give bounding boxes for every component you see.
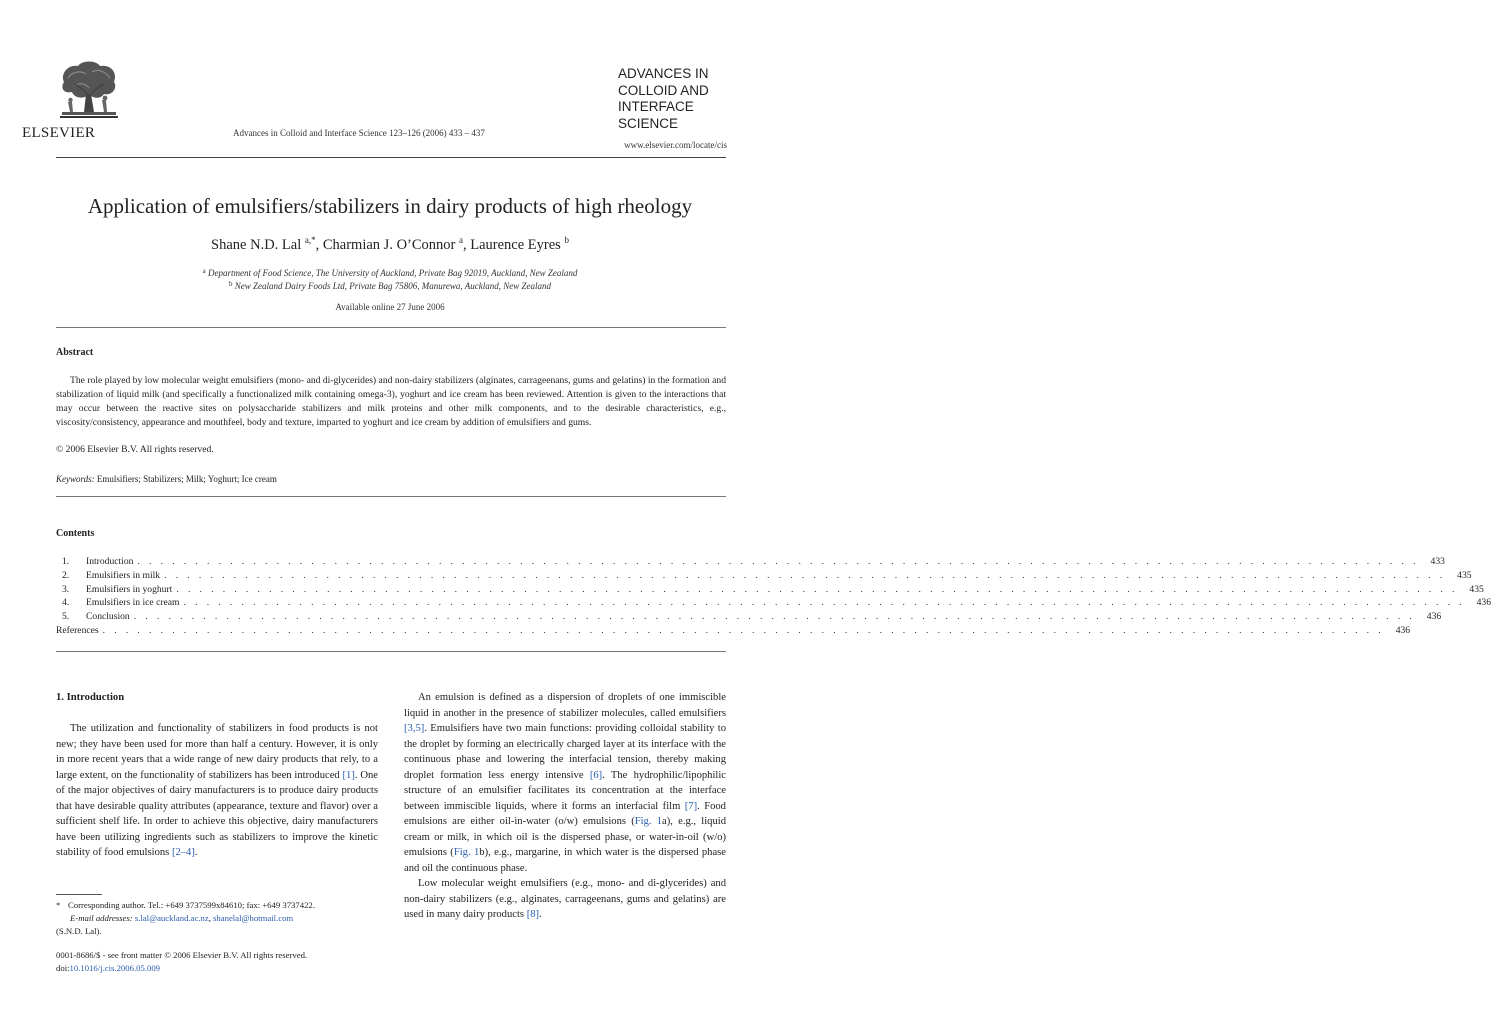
citation-link[interactable]: [2–4] bbox=[171, 847, 195, 858]
publisher-name: ELSEVIER bbox=[22, 125, 96, 141]
body-text: . Emulsifiers have two main functions: providing colloidal stability to the droplet by forming an electrically charged layer at its interface with the continuous phase and lowering the interfacial tension, thereby making droplet formation less energy intensive bbox=[404, 723, 726, 781]
corresponding-author-note bbox=[56, 899, 386, 912]
toc-leader: . . . . . . . . . . . . . . . . . . . . . . . . . . . . . . . . . . . . . . . . . . . . . . . . . . . . . . . . . . . . . . . . . . . . . . . . . . . . . . . . . . . . . . . . . . . . . . . . . . . . . . . . . . . . . . . bbox=[164, 569, 1446, 581]
footnote-text: Corresponding author. Tel.: +649 3737599x84610; fax: +649 3737422. bbox=[68, 900, 315, 910]
toc-title[interactable]: Introduction bbox=[86, 556, 134, 567]
elsevier-tree-icon bbox=[58, 60, 120, 120]
toc-number: 1. bbox=[62, 556, 70, 567]
body-text: a), e.g., liquid cream or milk, in which oil is the dispersed phase, or water-in-oil (w/o) emulsions ( bbox=[404, 816, 726, 858]
section-heading: 1. Introduction bbox=[56, 692, 125, 703]
toc-title[interactable]: References bbox=[56, 624, 99, 636]
body-column-right bbox=[404, 690, 726, 923]
body-paragraph bbox=[56, 721, 378, 861]
body-text: b), e.g., margarine, in which water is the dispersed phase and oil the continuous phase. bbox=[404, 847, 726, 874]
toc-entry[interactable] bbox=[62, 610, 1442, 624]
journal-citation: Advances in Colloid and Interface Science 123–126 (2006) 433 – 437 bbox=[233, 128, 485, 138]
toc-leader: . . . . . . . . . . . . . . . . . . . . . . . . . . . . . . . . . . . . . . . . . . . . . . . . . . . . . . . . . . . . . . . . . . . . . . . . . . . . . . . . . . . . . . . . . . . . . . . . . . . . . . . . . . . . . . . bbox=[102, 624, 1385, 636]
body-paragraph bbox=[404, 690, 726, 876]
journal-url[interactable]: www.elsevier.com/locate/cis bbox=[624, 140, 727, 150]
doi-link[interactable]: 10.1016/j.cis.2006.05.009 bbox=[69, 963, 161, 973]
copyright-line: © 2006 Elsevier B.V. All rights reserved. bbox=[56, 444, 214, 455]
body-text: . One of the major objectives of dairy manufacturers is to produce dairy products that have desirable quality attributes (appearance, texture and flavor) over a sufficient shelf life. In order to achieve this objective, dairy manufacturers have been utilizing ingredients such as stabilizers to improve the kinetic stability of food emulsions bbox=[56, 769, 378, 858]
abstract-heading: Abstract bbox=[56, 347, 94, 358]
body-text: Low molecular weight emulsifiers (e.g., mono- and di-glycerides) and non-dairy stabilizers (e.g., alginates, carrageenans, gums and gelatins) are used in many dairy products bbox=[404, 878, 726, 920]
toc-entry[interactable] bbox=[56, 624, 1411, 638]
email-note bbox=[70, 912, 390, 925]
body-text: An emulsion is defined as a dispersion of droplets of one immiscible liquid in another in the presence of stabilizer molecules, called emulsifiers bbox=[404, 692, 726, 719]
toc-title[interactable]: Emulsifiers in ice cream bbox=[86, 597, 180, 609]
keywords bbox=[56, 474, 277, 484]
toc-entry[interactable] bbox=[62, 569, 1472, 583]
journal-brand-line: ADVANCES IN bbox=[618, 66, 709, 81]
paper-title: Application of emulsifiers/stabilizers in dairy products of high rheology bbox=[87, 194, 693, 218]
author-name: Shane N.D. Lal bbox=[211, 237, 302, 253]
keywords-label: Keywords: bbox=[56, 474, 95, 484]
body-paragraph bbox=[404, 876, 726, 923]
toc-number: 3. bbox=[62, 583, 70, 595]
toc-entry[interactable] bbox=[62, 583, 1484, 597]
toc-leader: . . . . . . . . . . . . . . . . . . . . . . . . . . . . . . . . . . . . . . . . . . . . . . . . . . . . . . . . . . . . . . . . . . . . . . . . . . . . . . . . . . . . . . . . . . . . . . . . . . . . . . . . . . . . . . . bbox=[137, 556, 1419, 567]
issn-line: 0001-8686/$ - see front matter © 2006 Elsevier B.V. All rights reserved. bbox=[56, 950, 308, 960]
citation-link[interactable]: [7] bbox=[684, 800, 698, 812]
email-link[interactable]: shanelal@hotmail.com bbox=[213, 913, 294, 923]
body-text: . Food emulsions are either oil-in-water (o/w) emulsions ( bbox=[404, 800, 726, 827]
toc-number: 2. bbox=[62, 569, 70, 581]
affiliation-mark: b bbox=[229, 280, 233, 288]
body-text: The utilization and functionality of stabilizers in food products is not new; they have been used for more than half a century. However, it is only in more recent years that a wide range of new dairy products that rely, to a large extent, on the functionality of stabilizers has been introduced bbox=[56, 723, 378, 781]
toc-page: 436 bbox=[1395, 624, 1411, 636]
author-affiliation-mark[interactable]: b bbox=[564, 235, 569, 245]
email-link[interactable]: s.lal@auckland.ac.nz bbox=[134, 913, 209, 923]
affiliation bbox=[40, 280, 740, 291]
body-text: . The hydrophilic/lipophilic structure of an emulsifier facilitates its concentration at the interface between immiscible liquids, where it forms an interfacial film bbox=[404, 769, 726, 812]
email-separator: , bbox=[208, 913, 211, 923]
email-label: E-mail addresses: bbox=[70, 913, 133, 923]
toc-page: 436 bbox=[1426, 611, 1442, 623]
affiliation-mark: a bbox=[202, 267, 206, 275]
author-name: Charmian J. O’Connor bbox=[322, 237, 456, 253]
author-affiliation-mark[interactable]: a bbox=[459, 235, 463, 245]
journal-brand-line: SCIENCE bbox=[618, 115, 679, 131]
body-text: . bbox=[194, 847, 198, 858]
affiliation-text: New Zealand Dairy Foods Ltd, Private Bag 75806, Manurewa, Auckland, New Zealand bbox=[234, 281, 551, 291]
divider bbox=[56, 327, 726, 328]
toc-page: 435 bbox=[1457, 569, 1472, 581]
toc-leader: . . . . . . . . . . . . . . . . . . . . . . . . . . . . . . . . . . . . . . . . . . . . . . . . . . . . . . . . . . . . . . . . . . . . . . . . . . . . . . . . . . . . . . . . . . . . . . . . . . . . . . . . . . . . . . . bbox=[183, 597, 1465, 609]
toc-number: 4. bbox=[62, 597, 70, 609]
author-tag: (S.N.D. Lal). bbox=[56, 926, 102, 936]
affiliation-text: Department of Food Science, The University of Auckland, Private Bag 92019, Auckland, New Zealand bbox=[208, 268, 578, 278]
toc-page: 436 bbox=[1476, 597, 1491, 609]
toc-title[interactable]: Conclusion bbox=[86, 611, 130, 623]
toc-page: 433 bbox=[1430, 556, 1445, 567]
journal-brand-line: INTERFACE bbox=[618, 99, 694, 114]
citation-link[interactable]: [8] bbox=[526, 909, 540, 920]
divider bbox=[56, 157, 726, 158]
toc-title[interactable]: Emulsifiers in yoghurt bbox=[86, 583, 173, 595]
divider bbox=[56, 651, 726, 652]
author-list: Shane N.D. Lal $^{a,*}$, Charmian J. O’Connor $^a$, Laurence Eyres $^b$ bbox=[211, 235, 569, 253]
body-text: . bbox=[539, 909, 542, 920]
toc-title[interactable]: Emulsifiers in milk bbox=[86, 569, 161, 581]
citation-link[interactable]: [1] bbox=[342, 769, 355, 781]
toc-page: 435 bbox=[1469, 583, 1484, 595]
contents-heading: Contents bbox=[56, 528, 95, 539]
figure-link[interactable]: Fig. 1 bbox=[453, 847, 480, 858]
keywords-list: Emulsifiers; Stabilizers; Milk; Yoghurt; Ice cream bbox=[96, 474, 277, 484]
journal-brand-line: COLLOID AND bbox=[618, 82, 709, 98]
toc-leader: . . . . . . . . . . . . . . . . . . . . . . . . . . . . . . . . . . . . . . . . . . . . . . . . . . . . . . . . . . . . . . . . . . . . . . . . . . . . . . . . . . . . . . . . . . . . . . . . . . . . . . . . . . . . . . . bbox=[133, 611, 1416, 623]
citation-link[interactable]: [6] bbox=[589, 769, 603, 781]
toc-entry[interactable] bbox=[62, 596, 1491, 610]
journal-brand bbox=[618, 66, 758, 132]
footnote-marker: * bbox=[56, 900, 61, 910]
available-online-date: Available online 27 June 2006 bbox=[335, 302, 445, 312]
doi-label: doi: bbox=[56, 963, 70, 973]
citation-link[interactable]: [3,5] bbox=[404, 723, 425, 734]
table-of-contents bbox=[56, 555, 1491, 638]
doi-line bbox=[56, 962, 160, 975]
toc-leader: . . . . . . . . . . . . . . . . . . . . . . . . . . . . . . . . . . . . . . . . . . . . . . . . . . . . . . . . . . . . . . . . . . . . . . . . . . . . . . . . . . . . . . . . . . . . . . . . . . . . . . . . . . . . . . . bbox=[176, 583, 1458, 595]
toc-entry[interactable] bbox=[62, 555, 1445, 569]
figure-link[interactable]: Fig. 1 bbox=[634, 816, 663, 827]
abstract-text: The role played by low molecular weight emulsifiers (mono- and di-glycerides) and non-dairy stabilizers (alginates, carrageenans, gums and gelatins) in the formation and stabilization of liquid milk (and specifically a functionalized milk containing omega-3), yoghurt and ice cream has been reviewed. Attention is given to the interactions that may occur between the reactive sites on polysaccharide stabilizers and milk proteins and other milk components, and to the desirable characteristics, e.g., viscosity/consistency, appearance and mouthfeel, body and texture, imparted to yoghurt and ice cream by addition of emulsifiers and gums. bbox=[56, 375, 726, 428]
footnote-divider bbox=[56, 894, 102, 895]
author-affiliation-mark[interactable]: a,* bbox=[304, 235, 316, 245]
author-name: Laurence Eyres bbox=[470, 237, 561, 253]
toc-number: 5. bbox=[62, 611, 70, 623]
affiliation bbox=[40, 267, 740, 278]
divider bbox=[56, 496, 726, 497]
